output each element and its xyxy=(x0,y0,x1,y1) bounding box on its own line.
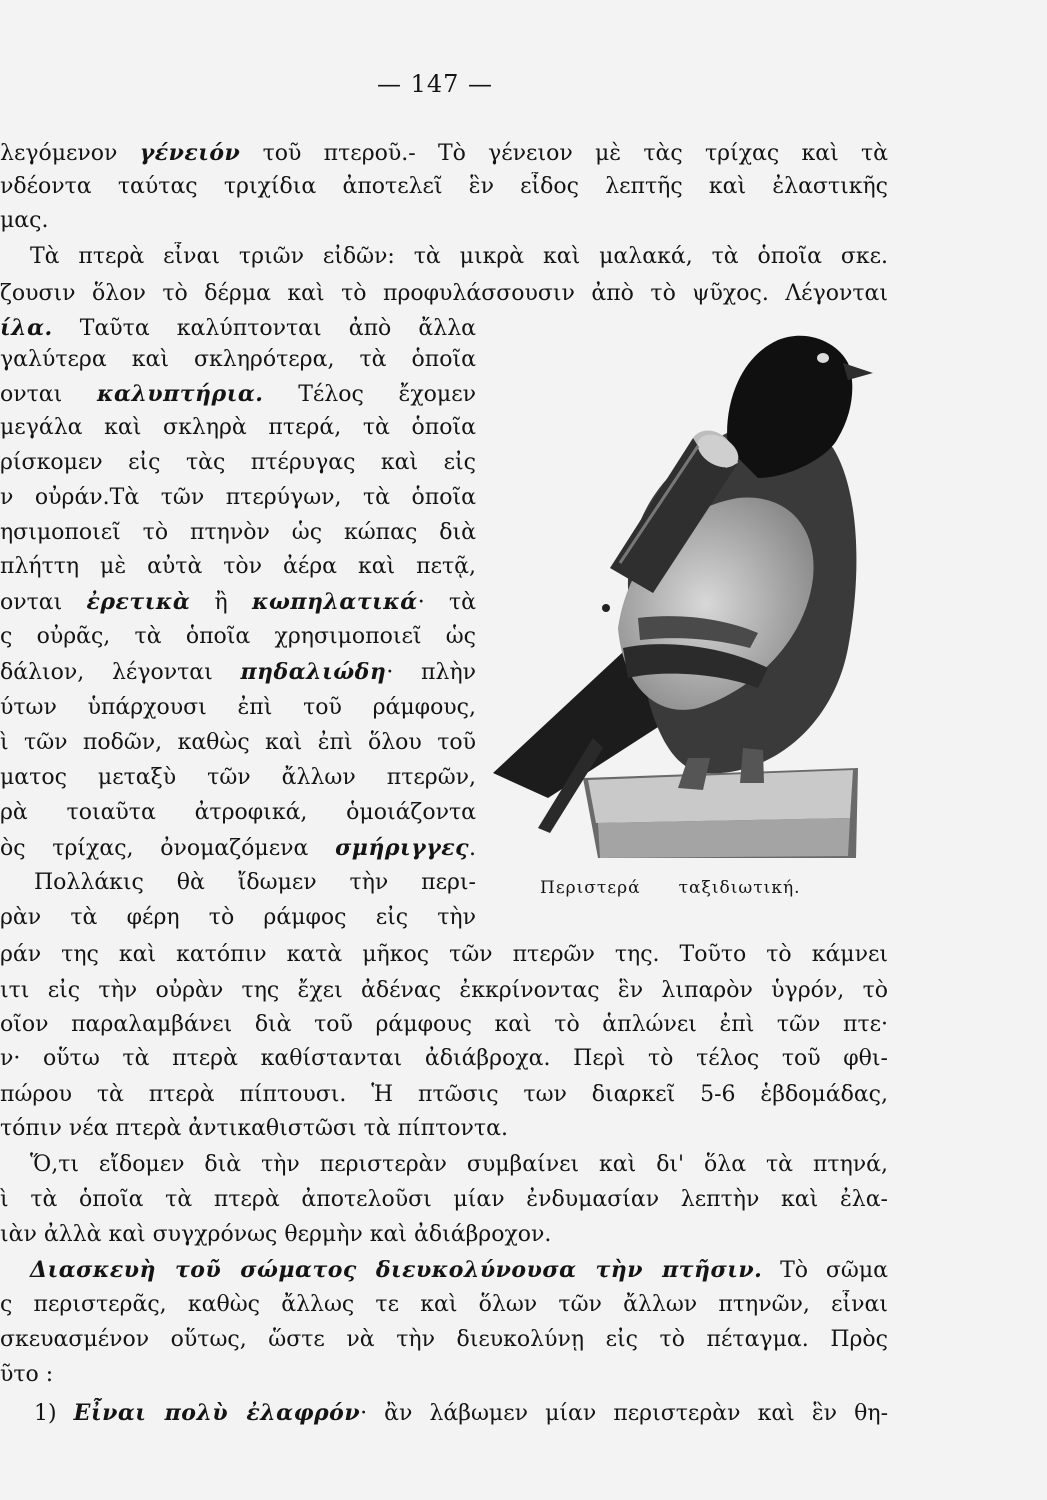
text-line: ῦτο : xyxy=(0,1362,54,1387)
text-line: ιτι εἰς τὴν οὐρὰν της ἔχει ἀδένας ἐκκρίνοντας ἓν λιπαρὸν ὑγρόν, τὸ xyxy=(0,978,888,1003)
text-line: Ὅ,τι εἴδομεν διὰ τὴν περιστερὰν συμβαίνει καὶ δι' ὅλα τὰ πτηνά, xyxy=(30,1152,888,1177)
term-pila: ίλα. xyxy=(0,315,53,341)
term-elafron: Εἶναι πολὺ ἐλαφρόν xyxy=(73,1400,361,1426)
text-line: πώρου τὰ πτερὰ πίπτουσι. Ἡ πτῶσις των διαρκεῖ 5-6 ἑβδομάδας, xyxy=(0,1082,888,1107)
text-line xyxy=(0,379,476,410)
term-geneion: γένειόν xyxy=(139,140,241,166)
text-line: πλήττη μὲ αὐτὰ τὸν ἀέρα καὶ πετᾷ, xyxy=(0,554,476,579)
text-line: τόπιν νέα πτερὰ ἀντικαθιστῶσι τὰ πίπτοντα. xyxy=(0,1116,508,1141)
text-line: ρὰ τοιαῦτα ἀτροφικά, ὁμοιάζοντα xyxy=(0,800,476,825)
text-line: μας. xyxy=(0,208,49,233)
caption-word: ταξιδιωτική. xyxy=(678,878,801,898)
text-line: ζουσιν ὅλον τὸ δέρμα καὶ τὸ προφυλάσσουσιν ἀπὸ τὸ ψῦχος. Λέγονται xyxy=(0,281,888,306)
text-line: ράν της καὶ κατόπιν κατὰ μῆκος τῶν πτερῶν της. Τοῦτο τὸ κάμνει xyxy=(0,942,888,967)
text-line: ματος μεταξὺ τῶν ἄλλων πτερῶν, xyxy=(0,765,476,790)
text-run: Τὸ σῶμα xyxy=(762,1258,888,1283)
text-line: νδέοντα ταύτας τριχίδια ἀποτελεῖ ἓν εἶδος λεπτῆς καὶ ἐλαστικῆς xyxy=(0,174,888,199)
pigeon-photo xyxy=(488,318,888,863)
text-run: 1) xyxy=(34,1401,74,1426)
text-line: ησιμοποιεῖ τὸ πτηνὸν ὡς κώπας διὰ xyxy=(0,520,476,545)
text-line xyxy=(0,657,476,688)
text-line xyxy=(0,833,476,864)
text-line: ν οὐράν.Τὰ τῶν πτερύγων, τὰ ὁποῖα xyxy=(0,485,476,510)
text-line: ιὰν ἀλλὰ καὶ συγχρόνως θερμὴν καὶ ἀδιάβροχον. xyxy=(0,1222,552,1247)
eye-shape xyxy=(817,353,829,363)
term-kalyptiria: καλυπτήρια. xyxy=(97,381,264,407)
text-run: . xyxy=(469,836,476,861)
section-heading: Διασκευὴ τοῦ σώματος διευκολύνουσα τὴν πτῆσιν. xyxy=(30,1257,763,1283)
text-line xyxy=(0,1255,888,1286)
text-line: ς οὐρᾶς, τὰ ὁποῖα χρησιμοποιεῖ ὡς xyxy=(0,624,476,649)
text-line: ς περιστερᾶς, καθὼς ἄλλως τε καὶ ὅλων τῶν ἄλλων πτηνῶν, εἶναι xyxy=(0,1292,888,1317)
beak-shape xyxy=(843,363,873,380)
text-run: λεγόμενον xyxy=(0,141,140,166)
page-number: — 147 — xyxy=(376,70,494,98)
text-line: ὶ τὰ ὁποῖα τὰ πτερὰ ἀποτελοῦσι μίαν ἐνδυμασίαν λεπτὴν καὶ ἐλα- xyxy=(0,1187,888,1212)
text-run: τοῦ πτεροῦ.- Τὸ γένειον μὲ τὰς τρίχας καὶ τὰ xyxy=(240,141,888,166)
caption-word: Περιστερά xyxy=(540,878,641,898)
text-run: · πλὴν xyxy=(386,660,476,685)
text-line: οῖον παραλαμβάνει διὰ τοῦ ράμφους καὶ τὸ ἁπλώνει ἐπὶ τῶν πτε· xyxy=(0,1012,888,1037)
text-run: · τὰ xyxy=(417,590,476,615)
term-kopilatika: κωπηλατικά xyxy=(251,589,418,615)
text-run: ὸς τρίχας, ὀνομαζόμενα xyxy=(0,836,336,861)
text-line: ρὰν τὰ φέρη τὸ ράμφος εἰς τὴν xyxy=(0,905,476,930)
text-run: Ταῦτα καλύπτονται ἀπὸ ἄλλα xyxy=(52,316,476,341)
text-line xyxy=(0,138,888,169)
term-smiringes: σμήριγγες xyxy=(335,835,469,861)
text-line: Τὰ πτερὰ εἶναι τριῶν εἰδῶν: τὰ μικρὰ καὶ μαλακά, τὰ ὁποῖα σκε. xyxy=(30,244,888,269)
text-line: ρίσκομεν εἰς τὰς πτέρυγας καὶ εἰς xyxy=(0,450,476,475)
text-line: ὶ τῶν ποδῶν, καθὼς καὶ ἐπὶ ὅλου τοῦ xyxy=(0,730,476,755)
text-line: σκευασμένον οὕτως, ὥστε νὰ τὴν διευκολύνῃ εἰς τὸ πέταγμα. Πρὸς xyxy=(0,1327,888,1352)
text-run: Τέλος ἔχομεν xyxy=(263,382,476,407)
text-line: μεγάλα καὶ σκληρὰ πτερά, τὰ ὁποῖα xyxy=(0,415,476,440)
text-line xyxy=(0,587,476,618)
figure-caption xyxy=(540,878,840,898)
text-line xyxy=(0,313,476,344)
term-eretika: ἐρετικὰ xyxy=(86,589,191,615)
term-pidaliodi: πηδαλιώδη xyxy=(240,659,387,685)
text-run: δάλιον, λέγονται xyxy=(0,660,241,685)
text-line: ν· οὕτω τὰ πτερὰ καθίστανται ἀδιάβροχα. Περὶ τὸ τέλος τοῦ φθι- xyxy=(0,1046,888,1071)
text-line: γαλύτερα καὶ σκληρότερα, τὰ ὁποῖα xyxy=(0,347,476,372)
text-run: ονται xyxy=(0,382,98,407)
pedestal-shape xyxy=(583,768,858,858)
text-run: · ἂν λάβωμεν μίαν περιστερὰν καὶ ἓν θη- xyxy=(360,1401,888,1426)
text-run: ονται xyxy=(0,590,87,615)
text-line xyxy=(0,1398,888,1429)
text-line: Πολλάκις θὰ ἴδωμεν τὴν περι- xyxy=(34,870,476,895)
text-line: ύτων ὑπάρχουσι ἐπὶ τοῦ ράμφους, xyxy=(0,695,476,720)
text-run: ἢ xyxy=(190,590,252,615)
